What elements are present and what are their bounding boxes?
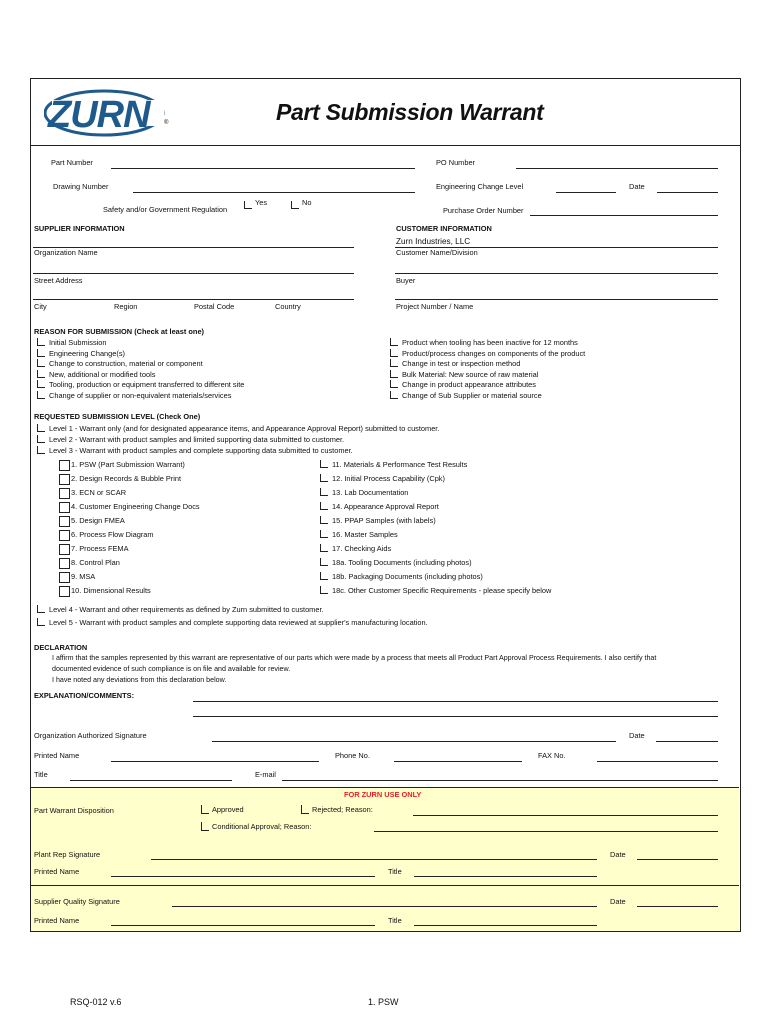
city-field[interactable] [33, 299, 354, 300]
requirement-right-label: 14. Appearance Approval Report [332, 502, 439, 511]
reason-left-label: Change of supplier or non-equivalent materials/services [49, 391, 232, 400]
reason-left-checkbox[interactable] [37, 391, 45, 399]
sq-signature-field[interactable] [172, 906, 597, 907]
requirement-left-label: 10. Dimensional Results [71, 586, 151, 595]
safety-no-checkbox[interactable] [291, 201, 299, 209]
title-field[interactable] [70, 780, 232, 781]
requirement-left-checkbox[interactable] [59, 530, 70, 541]
level-option-checkbox[interactable] [37, 446, 45, 454]
reason-right-checkbox[interactable] [390, 380, 398, 388]
customer-heading: CUSTOMER INFORMATION [396, 224, 492, 233]
plant-printed-field[interactable] [111, 876, 375, 877]
conditional-checkbox[interactable] [201, 822, 209, 831]
requirement-right-checkbox[interactable] [320, 586, 328, 594]
level-heading: REQUESTED SUBMISSION LEVEL (Check One) [34, 412, 201, 421]
reason-left-checkbox[interactable] [37, 359, 45, 367]
requirement-left-checkbox[interactable] [59, 502, 70, 513]
requirement-left-checkbox[interactable] [59, 460, 70, 471]
requirement-right-checkbox[interactable] [320, 488, 328, 496]
reason-left-label: New, additional or modified tools [49, 369, 156, 379]
city-label: City [34, 302, 47, 311]
po-number-label: PO Number [436, 158, 476, 167]
date-label: Date [629, 182, 645, 191]
requirement-right-checkbox[interactable] [320, 516, 328, 524]
requirement-right-checkbox[interactable] [320, 460, 328, 468]
requirement-left-label: 5. Design FMEA [71, 516, 125, 525]
approved-checkbox[interactable] [201, 805, 209, 814]
declaration-heading: DECLARATION [34, 643, 88, 652]
rejected-checkbox[interactable] [301, 805, 309, 814]
ecl-field[interactable] [556, 192, 616, 193]
requirement-left-label: 3. ECN or SCAR [71, 488, 127, 497]
requirement-left-label: 4. Customer Engineering Change Docs [71, 502, 200, 511]
rejected-label: Rejected; Reason: [312, 805, 373, 814]
requirement-right-label: 13. Lab Documentation [332, 488, 409, 497]
requirement-right-label: 18b. Packaging Documents (including photos) [332, 572, 483, 581]
rejected-reason-field[interactable] [413, 815, 718, 816]
supplier-heading: SUPPLIER INFORMATION [34, 224, 125, 233]
reason-left-label: Tooling, production or equipment transferred to different site [49, 380, 245, 390]
requirement-right-label: 12. Initial Process Capability (Cpk) [332, 474, 445, 483]
requirement-left-checkbox[interactable] [59, 474, 70, 485]
buyer-label: Buyer [396, 276, 416, 285]
sq-date-field[interactable] [637, 906, 718, 907]
level-option-checkbox[interactable] [37, 618, 45, 626]
plant-rep-date-label: Date [610, 850, 626, 859]
level-option-checkbox[interactable] [37, 605, 45, 613]
reason-right-label: Change in test or inspection method [402, 359, 521, 369]
printed-name-label: Printed Name [34, 751, 80, 760]
approved-label: Approved [212, 805, 244, 814]
auth-signature-field[interactable] [212, 741, 616, 742]
requirement-right-label: 15. PPAP Samples (with labels) [332, 516, 436, 525]
requirement-right-label: 17. Checking Aids [332, 544, 392, 553]
plant-rep-label: Plant Rep Signature [34, 850, 101, 859]
level-option-checkbox[interactable] [37, 435, 45, 443]
phone-field[interactable] [394, 761, 522, 762]
level-option-label: Level 2 - Warrant with product samples and limited supporting data submitted to customer. [49, 434, 345, 444]
requirement-right-label: 18c. Other Customer Specific Requirements - please specify below [332, 586, 552, 595]
reason-left-checkbox[interactable] [37, 380, 45, 388]
requirement-right-label: 18a. Tooling Documents (including photos) [332, 558, 472, 567]
title-label: Title [34, 770, 48, 779]
plant-title-field[interactable] [414, 876, 597, 877]
reason-left-label: Engineering Change(s) [49, 348, 126, 358]
explanation-field-2[interactable] [193, 716, 718, 717]
page-title: Part Submission Warrant [276, 99, 544, 125]
customer-company: Zurn Industries, LLC [396, 237, 471, 246]
requirement-left-label: 6. Process Flow Diagram [71, 530, 154, 539]
auth-date-label: Date [629, 731, 645, 740]
date-field[interactable] [657, 192, 718, 193]
zurn-logo [44, 88, 170, 138]
logo-text: ZURN [48, 94, 150, 136]
requirement-right-checkbox[interactable] [320, 544, 328, 552]
explanation-field-1[interactable] [193, 701, 718, 702]
safety-no-label: No [302, 198, 312, 207]
zurn-divider [31, 885, 739, 886]
po-number-field[interactable] [516, 168, 718, 169]
reason-right-checkbox[interactable] [390, 359, 398, 367]
region-label: Region [114, 302, 138, 311]
requirement-left-label: 7. Process FEMA [71, 544, 129, 553]
conditional-reason-field[interactable] [374, 831, 718, 832]
phone-label: Phone No. [335, 751, 370, 760]
project-field[interactable] [395, 299, 718, 300]
buyer-field[interactable] [395, 273, 718, 274]
fax-field[interactable] [597, 761, 718, 762]
requirement-left-label: 1. PSW (Part Submission Warrant) [71, 460, 185, 469]
plant-rep-date-field[interactable] [637, 859, 718, 860]
reason-left-checkbox[interactable] [37, 349, 45, 357]
reason-right-label: Change of Sub Supplier or material source [402, 391, 542, 400]
fax-label: FAX No. [538, 751, 566, 760]
reason-right-label: Change in product appearance attributes [402, 380, 536, 390]
sq-signature-label: Supplier Quality Signature [34, 897, 120, 906]
requirement-left-label: 8. Control Plan [71, 558, 120, 567]
level-option-label: Level 1 - Warrant only (and for designated appearance items, and Appearance Approval Report) submitted to customer. [49, 424, 440, 433]
printed-name-field[interactable] [111, 761, 319, 762]
drawing-number-label: Drawing Number [53, 182, 109, 191]
org-name-label: Organization Name [34, 248, 98, 257]
declaration-line-3: I have noted any deviations from this declaration below. [52, 676, 227, 684]
country-label: Country [275, 302, 301, 311]
reason-right-checkbox[interactable] [390, 349, 398, 357]
project-label: Project Number / Name [396, 302, 474, 311]
declaration-line-2: documented evidence of such compliance is on file and available for review. [52, 665, 291, 673]
part-number-label: Part Number [51, 158, 93, 167]
reason-right-checkbox[interactable] [390, 391, 398, 399]
purchase-order-field[interactable] [530, 215, 718, 216]
customer-name-label: Customer Name/Division [396, 248, 478, 257]
requirement-right-checkbox[interactable] [320, 558, 328, 566]
sq-printed-field[interactable] [111, 925, 375, 926]
requirement-left-label: 9. MSA [71, 572, 96, 581]
requirement-right-checkbox[interactable] [320, 572, 328, 580]
disposition-label: Part Warrant Disposition [34, 806, 114, 815]
requirement-right-checkbox[interactable] [320, 502, 328, 510]
safety-label: Safety and/or Government Regulation [103, 205, 228, 214]
requirement-left-checkbox[interactable] [59, 586, 70, 597]
reason-right-label: Product when tooling has been inactive for 12 months [402, 338, 578, 347]
requirement-left-checkbox[interactable] [59, 544, 70, 555]
plant-printed-label: Printed Name [34, 867, 80, 876]
requirement-left-checkbox[interactable] [59, 488, 70, 499]
level-option-label: Level 4 - Warrant and other requirements as defined by Zurn submitted to customer. [49, 605, 324, 614]
level-option-checkbox[interactable] [37, 424, 45, 432]
sq-title-field[interactable] [414, 925, 597, 926]
reason-left-label: Initial Submission [49, 338, 107, 347]
requirement-right-label: 11. Materials & Performance Test Results [332, 460, 468, 469]
requirement-left-checkbox[interactable] [59, 572, 70, 583]
footer-form-id: RSQ-012 v.6 [70, 997, 122, 1007]
reason-right-label: Product/process changes on components of the product [402, 348, 586, 358]
auth-date-field[interactable] [656, 741, 718, 742]
level-option-label: Level 5 - Warrant with product samples and complete supporting data reviewed at supplier's manufacturing location. [49, 617, 428, 627]
part-number-field[interactable] [111, 168, 415, 169]
plant-title-label: Title [388, 867, 402, 876]
reason-right-checkbox[interactable] [390, 338, 398, 346]
reason-right-checkbox[interactable] [390, 370, 398, 378]
reason-left-checkbox[interactable] [37, 338, 45, 346]
sq-title-label: Title [388, 916, 402, 925]
requirement-right-checkbox[interactable] [320, 530, 328, 538]
reason-right-label: Bulk Material: New source of raw material [402, 369, 539, 379]
requirement-left-checkbox[interactable] [59, 516, 70, 527]
footer-page: 1. PSW [368, 997, 399, 1007]
plant-rep-field[interactable] [151, 859, 597, 860]
sq-date-label: Date [610, 897, 626, 906]
requirement-left-label: 2. Design Records & Bubble Print [71, 474, 182, 483]
safety-yes-checkbox[interactable] [244, 201, 252, 209]
street-field[interactable] [33, 273, 354, 274]
reason-heading: REASON FOR SUBMISSION (Check at least one) [34, 327, 205, 336]
postal-label: Postal Code [194, 302, 235, 311]
safety-yes-label: Yes [255, 198, 268, 207]
requirement-right-checkbox[interactable] [320, 474, 328, 482]
requirement-right-label: 16. Master Samples [332, 530, 398, 539]
conditional-label: Conditional Approval; Reason: [212, 822, 312, 831]
explanation-label: EXPLANATION/COMMENTS: [34, 691, 135, 700]
auth-signature-label: Organization Authorized Signature [34, 731, 147, 740]
logo-registered: ® [164, 120, 169, 126]
level-option-label: Level 3 - Warrant with product samples and complete supporting data submitted to customer. [49, 445, 353, 455]
requirement-left-checkbox[interactable] [59, 558, 70, 569]
sq-printed-label: Printed Name [34, 916, 80, 925]
email-field[interactable] [282, 780, 718, 781]
zurn-use-heading: FOR ZURN USE ONLY [344, 790, 422, 799]
street-label: Street Address [34, 276, 83, 285]
email-label: E-mail [255, 770, 276, 779]
ecl-label: Engineering Change Level [436, 182, 524, 191]
declaration-line-1: I affirm that the samples represented by this warrant are representative of our parts which were made by a process that meets all Product Part Approval Process Requirements. I also certify that [52, 654, 657, 662]
drawing-number-field[interactable] [133, 192, 415, 193]
purchase-order-label: Purchase Order Number [443, 206, 524, 215]
header-divider [30, 145, 741, 146]
reason-left-checkbox[interactable] [37, 370, 45, 378]
reason-left-label: Change to construction, material or component [49, 359, 203, 369]
